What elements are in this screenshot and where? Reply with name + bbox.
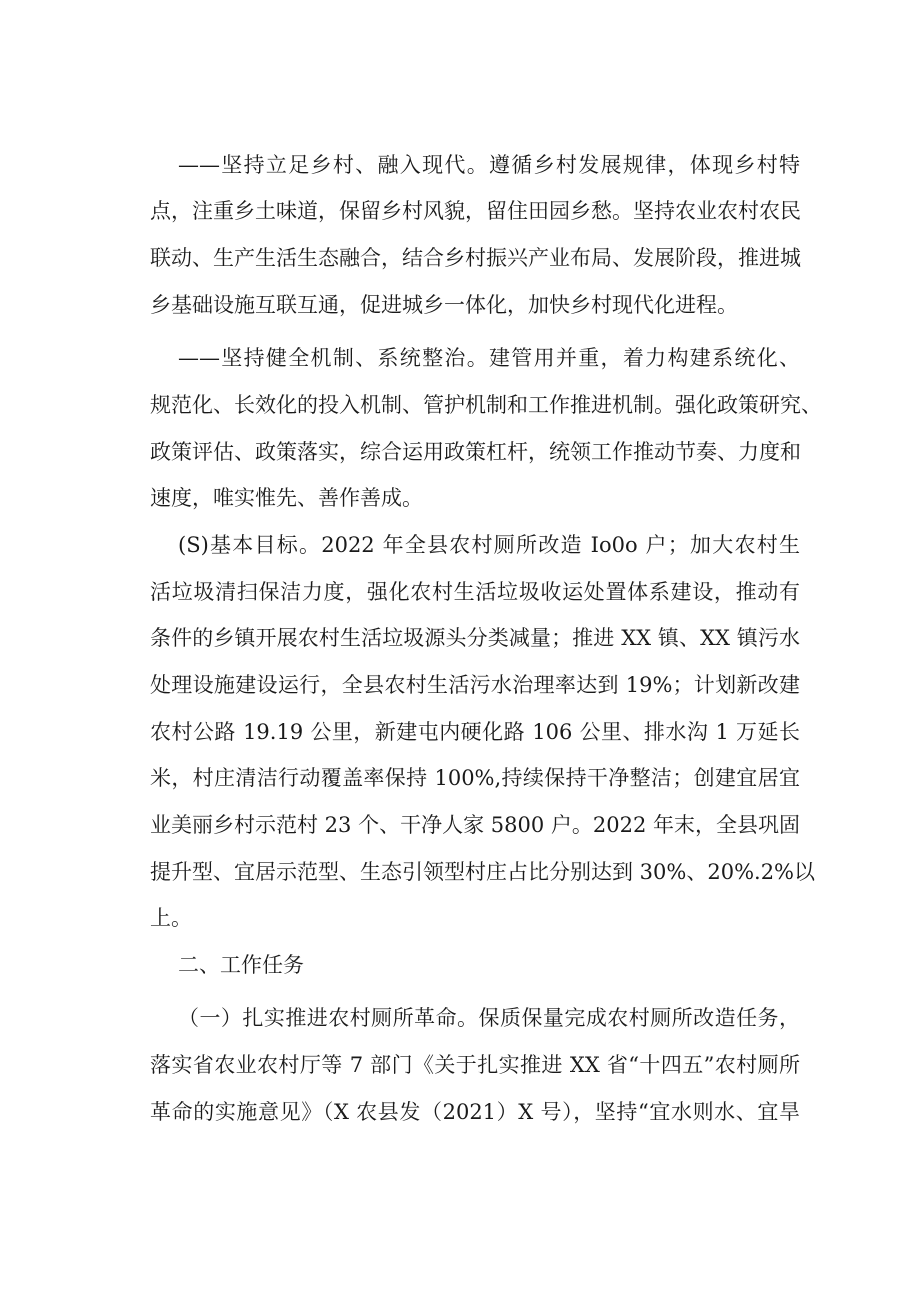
paragraph-line: 农村公路 19.19 公里，新建屯内硬化路 106 公里、排水沟 1 万延长: [150, 720, 800, 744]
paragraph-line: 落实省农业农村厅等 7 部门《关于扎实推进 XX 省“十四五”农村厕所: [150, 1053, 800, 1077]
paragraph-line: (S)基本目标。2022 年全县农村厕所改造 Io0o 户；加大农村生: [178, 533, 800, 557]
paragraph-line: 业美丽乡村示范村 23 个、干净人家 5800 户。2022 年末，全县巩固: [150, 813, 800, 837]
paragraph-line: 点，注重乡土味道，保留乡村风貌，留住田园乡愁。坚持农业农村农民: [150, 199, 801, 223]
paragraph-line: ——坚持立足乡村、融入现代。遵循乡村发展规律，体现乡村特: [178, 153, 800, 177]
section-heading: 二、工作任务: [178, 953, 304, 977]
paragraph-line: ——坚持健全机制、系统整治。建管用并重，着力构建系统化、: [178, 346, 800, 370]
paragraph-line: 条件的乡镇开展农村生活垃圾源头分类减量；推进 XX 镇、XX 镇污水: [150, 626, 800, 650]
paragraph-line: 活垃圾清扫保洁力度，强化农村生活垃圾收运处置体系建设，推动有: [150, 580, 800, 604]
paragraph-line: 规范化、长效化的投入机制、管护机制和工作推进机制。强化政策研究、: [150, 393, 822, 417]
paragraph-line: 联动、生产生活生态融合，结合乡村振兴产业布局、发展阶段，推进城: [150, 246, 801, 270]
paragraph-line: 革命的实施意见》（X 农县发（2021）X 号），坚持“宜水则水、宜旱: [150, 1100, 800, 1124]
paragraph-line: 米，村庄清洁行动覆盖率保持 100%,持续保持干净整洁；创建宜居宜: [150, 766, 800, 790]
paragraph-line: 提升型、宜居示范型、生态引领型村庄占比分别达到 30%、20%.2%以: [150, 860, 816, 884]
paragraph-line: 乡基础设施互联互通，促进城乡一体化，加快乡村现代化进程。: [150, 293, 738, 317]
paragraph-line: 处理设施建设运行，全县农村生活污水治理率达到 19%；计划新改建: [150, 673, 800, 697]
paragraph-line: （一）扎实推进农村厕所革命。保质保量完成农村厕所改造任务，: [178, 1006, 800, 1030]
paragraph-line: 上。: [150, 906, 192, 930]
paragraph-line: 政策评估、政策落实，综合运用政策杠杆，统领工作推动节奏、力度和: [150, 440, 801, 464]
paragraph-line: 速度，唯实惟先、善作善成。: [150, 486, 423, 510]
